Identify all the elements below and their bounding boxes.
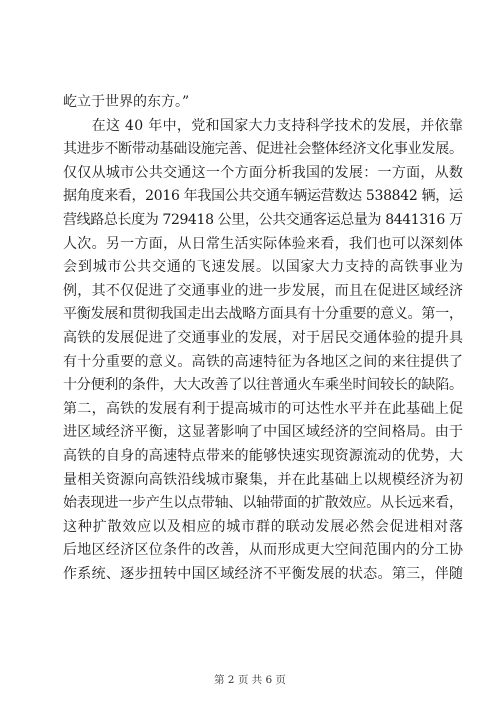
- body-text: [63, 91, 463, 586]
- text-line: 进区域经济平衡，这显著影响了中国区域经济的空间格局。由于: [63, 424, 464, 441]
- page-footer: 第 2 页 共 6 页: [213, 674, 287, 686]
- text-line: 营线路总长度为 729418 公里，公共交通客运总量为 8441316 万: [63, 211, 463, 228]
- text-line: 有十分重要的意义。高铁的高速特征为各地区之间的来往提供了: [63, 353, 464, 370]
- text-line: 其进步不断带动基础设施完善、促进社会整体经济文化事业发展。: [63, 141, 463, 158]
- text-line: 后地区经济区位条件的改善，从而形成更大空间范围内的分工协: [63, 542, 464, 559]
- text-line: 高铁的自身的高速特点带来的能够快速实现资源流动的优势，大: [63, 447, 464, 464]
- text-line: 第二，高铁的发展有利于提高城市的可达性水平并在此基础上促: [63, 400, 464, 417]
- text-line: 十分便利的条件，大大改善了以往普通火车乘坐时间较长的缺陷。: [63, 377, 463, 394]
- text-line: 屹立于世界的东方。”: [63, 94, 190, 110]
- text-line: 平衡发展和贯彻我国走出去战略方面具有十分重要的意义。第一，: [63, 306, 463, 323]
- text-line: 在这 40 年中，党和国家大力支持科学技术的发展，并依靠: [63, 117, 464, 134]
- text-line: 例，其不仅促进了交通事业的进一步发展，而且在促进区域经济: [63, 282, 464, 299]
- text-line: 人次。另一方面，从日常生活实际体验来看，我们也可以深刻体: [63, 235, 464, 252]
- text-line: 始表现进一步产生以点带轴、以轴带面的扩散效应。从长远来看，: [63, 495, 463, 512]
- text-line: 这种扩散效应以及相应的城市群的联动发展必然会促进相对落: [63, 518, 464, 535]
- text-line: 仅仅从城市公共交通这一个方面分析我国的发展：一方面，从数: [63, 164, 464, 181]
- text-line: 会到城市公共交通的飞速发展。以国家大力支持的高铁事业为: [63, 259, 464, 276]
- text-line: 量相关资源向高铁沿线城市聚集，并在此基础上以规模经济为初: [63, 471, 464, 488]
- text-line: 高铁的发展促进了交通事业的发展，对于居民交通体验的提升具: [63, 329, 464, 346]
- text-line: 据角度来看，2016 年我国公共交通车辆运营数达 538842 辆，运: [63, 188, 463, 205]
- text-line: 作系统、逐步扭转中国区域经济不平衡发展的状态。第三，伴随: [63, 565, 464, 582]
